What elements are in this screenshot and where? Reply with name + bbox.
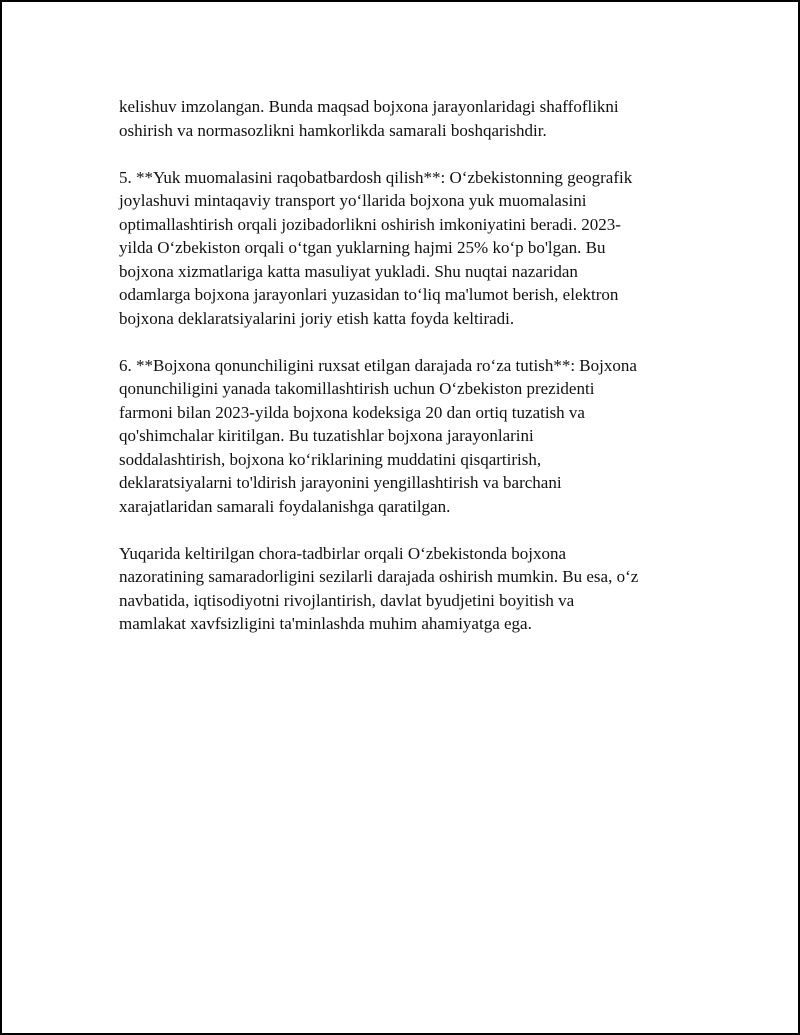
paragraph-item-6: 6. **Bojxona qonunchiligini ruxsat etilgan darajada ro‘za tutish**: Bojxona qonunchiligini yanada takomillashtirish uchun O‘zbekiston prezidenti farmoni bilan 2023-yilda bojxona kodeksiga 20 dan ortiq tuzatish va qo'shimchalar kiritilgan. Bu tuzatishlar bojxona jarayonlarini soddalashtirish, bojxona ko‘riklarining muddatini qisqartirish, deklaratsiyalarni to'ldirish jarayonini yengillashtirish va barchani xarajatlaridan samarali foydalanishga qaratilgan. bbox=[119, 355, 637, 516]
paragraph-item-5: 5. **Yuk muomalasini raqobatbardosh qilish**: O‘zbekistonning geografik joylashuvi mintaqaviy transport yo‘llarida bojxona yuk muomalasini optimallashtirish orqali jozibadorlikni oshirish imkoniyatini beradi. 2023- yilda O‘zbekiston orqali o‘tgan yuklarning hajmi 25% ko‘p bo'lgan. Bu bojxona xizmatlariga katta masuliyat yukladi. Shu nuqtai nazaridan odamlarga bojxona jarayonlari yuzasidan to‘liq ma'lumot berish, elektron bojxona deklaratsiyalarini joriy etish katta foyda keltiradi. bbox=[119, 167, 633, 328]
paragraph-continuation: kelishuv imzolangan. Bunda maqsad bojxona jarayonlaridagi shaffoflikni oshirish va normasozlikni hamkorlikda samarali boshqarishdir. bbox=[119, 97, 619, 140]
paragraph-conclusion: Yuqarida keltirilgan chora-tadbirlar orqali O‘zbekistonda bojxona nazoratining samaradorligini sezilarli darajada oshirish mumkin. Bu esa, o‘z navbatida, iqtisodiyotni rivojlantirish, davlat byudjetini boyitish va mamlakat xavfsizligini ta'minlashda muhim ahamiyatga ega. bbox=[119, 543, 639, 633]
document-body bbox=[119, 95, 679, 659]
